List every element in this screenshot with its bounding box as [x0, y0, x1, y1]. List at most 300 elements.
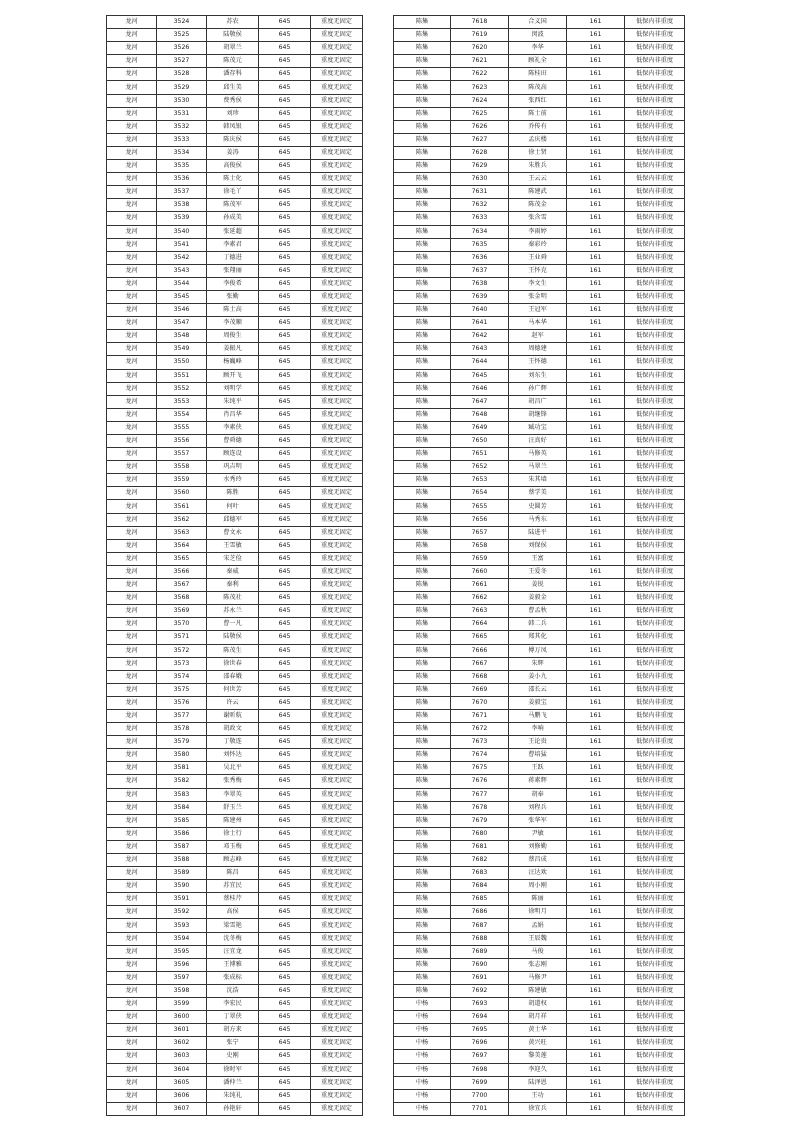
category-cell: 重度无固定 [311, 958, 363, 971]
id-cell: 3532 [157, 120, 207, 133]
table-row [107, 186, 363, 199]
count-cell: 161 [567, 696, 625, 709]
area-cell: 陈集 [394, 146, 451, 159]
area-cell: 陈集 [394, 867, 451, 880]
table-row [394, 958, 685, 971]
count-cell: 645 [259, 133, 311, 146]
id-cell: 3534 [157, 146, 207, 159]
count-cell: 161 [567, 448, 625, 461]
name-cell: 胡月祥 [509, 1011, 567, 1024]
category-cell: 低保内非重度 [625, 880, 685, 893]
area-cell: 陈集 [394, 696, 451, 709]
id-cell: 7638 [451, 277, 509, 290]
name-cell: 黎美莲 [509, 1050, 567, 1063]
id-cell: 7639 [451, 290, 509, 303]
table-row [107, 683, 363, 696]
name-cell: 陈茂元 [207, 55, 259, 68]
area-cell: 陈集 [394, 579, 451, 592]
table-row [107, 356, 363, 369]
category-cell: 低保内非重度 [625, 251, 685, 264]
area-cell: 龙河 [107, 238, 157, 251]
category-cell: 重度无固定 [311, 133, 363, 146]
table-row [394, 395, 685, 408]
id-cell: 3542 [157, 251, 207, 264]
name-cell: 苏宜民 [207, 880, 259, 893]
area-cell: 龙河 [107, 474, 157, 487]
category-cell: 重度无固定 [311, 971, 363, 984]
category-cell: 重度无固定 [311, 29, 363, 42]
table-row [107, 1011, 363, 1024]
count-cell: 645 [259, 670, 311, 683]
count-cell: 161 [567, 146, 625, 159]
count-cell: 645 [259, 513, 311, 526]
id-cell: 7698 [451, 1063, 509, 1076]
count-cell: 161 [567, 618, 625, 631]
area-cell: 陈集 [394, 107, 451, 120]
table-row [394, 592, 685, 605]
name-cell: 邱生美 [207, 81, 259, 94]
category-cell: 低保内非重度 [625, 81, 685, 94]
table-row [394, 749, 685, 762]
count-cell: 645 [259, 683, 311, 696]
count-cell: 645 [259, 840, 311, 853]
area-cell: 龙河 [107, 487, 157, 500]
category-cell: 重度无固定 [311, 867, 363, 880]
count-cell: 645 [259, 945, 311, 958]
area-cell: 陈集 [394, 382, 451, 395]
area-cell: 龙河 [107, 290, 157, 303]
id-cell: 3581 [157, 762, 207, 775]
area-cell: 龙河 [107, 854, 157, 867]
name-cell: 邵春娥 [207, 670, 259, 683]
area-cell: 陈集 [394, 264, 451, 277]
area-cell: 龙河 [107, 461, 157, 474]
category-cell: 重度无固定 [311, 146, 363, 159]
name-cell: 王冠军 [509, 304, 567, 317]
area-cell: 龙河 [107, 867, 157, 880]
category-cell: 低保内非重度 [625, 919, 685, 932]
category-cell: 低保内非重度 [625, 932, 685, 945]
area-cell: 陈集 [394, 723, 451, 736]
table-row [107, 749, 363, 762]
roster-table-left [106, 15, 363, 1116]
count-cell: 645 [259, 906, 311, 919]
id-cell: 7674 [451, 749, 509, 762]
table-row [107, 500, 363, 513]
category-cell: 低保内非重度 [625, 644, 685, 657]
category-cell: 重度无固定 [311, 945, 363, 958]
id-cell: 7678 [451, 801, 509, 814]
count-cell: 161 [567, 775, 625, 788]
name-cell: 徐世春 [207, 657, 259, 670]
area-cell: 陈集 [394, 435, 451, 448]
id-cell: 7641 [451, 317, 509, 330]
category-cell: 低保内非重度 [625, 1037, 685, 1050]
table-row [107, 618, 363, 631]
category-cell: 重度无固定 [311, 893, 363, 906]
name-cell: 尹敏 [509, 827, 567, 840]
id-cell: 3607 [157, 1102, 207, 1115]
id-cell: 3558 [157, 461, 207, 474]
category-cell: 低保内非重度 [625, 958, 685, 971]
area-cell: 龙河 [107, 264, 157, 277]
category-cell: 低保内非重度 [625, 631, 685, 644]
name-cell: 李俊希 [207, 277, 259, 290]
count-cell: 161 [567, 500, 625, 513]
table-row [394, 631, 685, 644]
name-cell: 王跃 [509, 762, 567, 775]
count-cell: 161 [567, 1037, 625, 1050]
name-cell: 张西红 [509, 94, 567, 107]
category-cell: 低保内非重度 [625, 893, 685, 906]
table-row [107, 382, 363, 395]
table-row [107, 330, 363, 343]
name-cell: 曹培猛 [509, 749, 567, 762]
name-cell: 王功 [509, 1089, 567, 1102]
name-cell: 王辰魏 [509, 932, 567, 945]
id-cell: 7686 [451, 906, 509, 919]
category-cell: 重度无固定 [311, 290, 363, 303]
table-row [394, 998, 685, 1011]
table-row [394, 461, 685, 474]
name-cell: 陈士高 [207, 304, 259, 317]
category-cell: 重度无固定 [311, 513, 363, 526]
area-cell: 龙河 [107, 709, 157, 722]
count-cell: 161 [567, 788, 625, 801]
area-cell: 龙河 [107, 644, 157, 657]
table-row [394, 1063, 685, 1076]
count-cell: 645 [259, 199, 311, 212]
count-cell: 645 [259, 657, 311, 670]
name-cell: 陈桂田 [509, 68, 567, 81]
id-cell: 3570 [157, 618, 207, 631]
category-cell: 重度无固定 [311, 1089, 363, 1102]
category-cell: 重度无固定 [311, 709, 363, 722]
id-cell: 3579 [157, 736, 207, 749]
table-row [394, 133, 685, 146]
category-cell: 重度无固定 [311, 801, 363, 814]
count-cell: 645 [259, 382, 311, 395]
name-cell: 张华军 [509, 814, 567, 827]
category-cell: 重度无固定 [311, 199, 363, 212]
id-cell: 3554 [157, 408, 207, 421]
count-cell: 645 [259, 173, 311, 186]
category-cell: 低保内非重度 [625, 290, 685, 303]
id-cell: 3568 [157, 592, 207, 605]
category-cell: 重度无固定 [311, 579, 363, 592]
category-cell: 低保内非重度 [625, 683, 685, 696]
count-cell: 161 [567, 723, 625, 736]
category-cell: 低保内非重度 [625, 906, 685, 919]
count-cell: 161 [567, 683, 625, 696]
id-cell: 7634 [451, 225, 509, 238]
id-cell: 7625 [451, 107, 509, 120]
category-cell: 重度无固定 [311, 762, 363, 775]
id-cell: 3531 [157, 107, 207, 120]
category-cell: 重度无固定 [311, 408, 363, 421]
category-cell: 低保内非重度 [625, 618, 685, 631]
category-cell: 重度无固定 [311, 277, 363, 290]
table-row [107, 120, 363, 133]
count-cell: 161 [567, 998, 625, 1011]
id-cell: 7635 [451, 238, 509, 251]
area-cell: 陈集 [394, 565, 451, 578]
area-cell: 龙河 [107, 421, 157, 434]
id-cell: 7679 [451, 814, 509, 827]
category-cell: 重度无固定 [311, 670, 363, 683]
area-cell: 龙河 [107, 448, 157, 461]
id-cell: 7628 [451, 146, 509, 159]
count-cell: 161 [567, 552, 625, 565]
category-cell: 低保内非重度 [625, 854, 685, 867]
category-cell: 重度无固定 [311, 68, 363, 81]
area-cell: 陈集 [394, 369, 451, 382]
table-row [394, 487, 685, 500]
area-cell: 龙河 [107, 814, 157, 827]
category-cell: 低保内非重度 [625, 592, 685, 605]
area-cell: 龙河 [107, 212, 157, 225]
name-cell: 朱纯平 [207, 395, 259, 408]
table-row [394, 1037, 685, 1050]
category-cell: 重度无固定 [311, 984, 363, 997]
count-cell: 645 [259, 107, 311, 120]
count-cell: 161 [567, 251, 625, 264]
category-cell: 重度无固定 [311, 343, 363, 356]
table-row [394, 277, 685, 290]
category-cell: 低保内非重度 [625, 539, 685, 552]
count-cell: 645 [259, 500, 311, 513]
count-cell: 161 [567, 605, 625, 618]
name-cell: 秦利 [207, 579, 259, 592]
id-cell: 3589 [157, 867, 207, 880]
count-cell: 161 [567, 801, 625, 814]
count-cell: 161 [567, 670, 625, 683]
count-cell: 645 [259, 932, 311, 945]
category-cell: 低保内非重度 [625, 827, 685, 840]
category-cell: 重度无固定 [311, 644, 363, 657]
category-cell: 重度无固定 [311, 120, 363, 133]
id-cell: 3590 [157, 880, 207, 893]
table-row [394, 513, 685, 526]
table-row [394, 945, 685, 958]
name-cell: 蔡桂芹 [207, 893, 259, 906]
id-cell: 3604 [157, 1063, 207, 1076]
table-row [107, 42, 363, 55]
count-cell: 161 [567, 1050, 625, 1063]
id-cell: 7653 [451, 474, 509, 487]
count-cell: 161 [567, 1011, 625, 1024]
table-row [394, 906, 685, 919]
name-cell: 杨巍峰 [207, 356, 259, 369]
category-cell: 低保内非重度 [625, 435, 685, 448]
category-cell: 低保内非重度 [625, 657, 685, 670]
id-cell: 3556 [157, 435, 207, 448]
count-cell: 645 [259, 55, 311, 68]
name-cell: 马俊 [509, 945, 567, 958]
id-cell: 3606 [157, 1089, 207, 1102]
category-cell: 低保内非重度 [625, 42, 685, 55]
count-cell: 645 [259, 709, 311, 722]
category-cell: 重度无固定 [311, 1063, 363, 1076]
area-cell: 龙河 [107, 160, 157, 173]
count-cell: 645 [259, 1011, 311, 1024]
table-row [107, 762, 363, 775]
category-cell: 重度无固定 [311, 854, 363, 867]
table-row [107, 448, 363, 461]
category-cell: 低保内非重度 [625, 1050, 685, 1063]
name-cell: 丁翠侠 [207, 1011, 259, 1024]
count-cell: 645 [259, 919, 311, 932]
area-cell: 中杨 [394, 1050, 451, 1063]
count-cell: 161 [567, 395, 625, 408]
area-cell: 陈集 [394, 814, 451, 827]
id-cell: 7696 [451, 1037, 509, 1050]
category-cell: 重度无固定 [311, 696, 363, 709]
area-cell: 龙河 [107, 539, 157, 552]
id-cell: 3595 [157, 945, 207, 958]
name-cell: 曹文永 [207, 526, 259, 539]
area-cell: 龙河 [107, 880, 157, 893]
id-cell: 3583 [157, 788, 207, 801]
name-cell: 蔡学美 [509, 487, 567, 500]
name-cell: 秦彩玲 [509, 238, 567, 251]
area-cell: 陈集 [394, 212, 451, 225]
id-cell: 7671 [451, 709, 509, 722]
count-cell: 161 [567, 749, 625, 762]
name-cell: 姜锐 [509, 579, 567, 592]
name-cell: 曹孟秋 [509, 605, 567, 618]
table-row [107, 958, 363, 971]
count-cell: 161 [567, 382, 625, 395]
table-row [107, 212, 363, 225]
name-cell: 徐明月 [509, 906, 567, 919]
id-cell: 3544 [157, 277, 207, 290]
count-cell: 161 [567, 526, 625, 539]
table-row [394, 251, 685, 264]
name-cell: 李翠英 [207, 788, 259, 801]
table-row [107, 264, 363, 277]
count-cell: 161 [567, 225, 625, 238]
name-cell: 陈昌 [207, 867, 259, 880]
table-row [107, 840, 363, 853]
name-cell: 陈士前 [509, 107, 567, 120]
count-cell: 645 [259, 880, 311, 893]
id-cell: 7660 [451, 565, 509, 578]
table-row [107, 644, 363, 657]
area-cell: 陈集 [394, 251, 451, 264]
id-cell: 7626 [451, 120, 509, 133]
roster-table-right-body [394, 16, 685, 1116]
name-cell: 王云云 [509, 173, 567, 186]
id-cell: 7645 [451, 369, 509, 382]
table-row [107, 107, 363, 120]
area-cell: 龙河 [107, 788, 157, 801]
area-cell: 陈集 [394, 552, 451, 565]
name-cell: 水秀玲 [207, 474, 259, 487]
id-cell: 3538 [157, 199, 207, 212]
area-cell: 陈集 [394, 526, 451, 539]
category-cell: 低保内非重度 [625, 670, 685, 683]
category-cell: 低保内非重度 [625, 971, 685, 984]
area-cell: 中杨 [394, 1076, 451, 1089]
name-cell: 赵军 [509, 330, 567, 343]
category-cell: 低保内非重度 [625, 749, 685, 762]
count-cell: 645 [259, 749, 311, 762]
table-row [107, 867, 363, 880]
count-cell: 645 [259, 238, 311, 251]
name-cell: 刘修勤 [509, 840, 567, 853]
count-cell: 645 [259, 723, 311, 736]
id-cell: 7623 [451, 81, 509, 94]
count-cell: 645 [259, 827, 311, 840]
id-cell: 7632 [451, 199, 509, 212]
area-cell: 龙河 [107, 16, 157, 29]
category-cell: 低保内非重度 [625, 1102, 685, 1115]
table-row [107, 1063, 363, 1076]
area-cell: 龙河 [107, 840, 157, 853]
id-cell: 7622 [451, 68, 509, 81]
area-cell: 龙河 [107, 343, 157, 356]
category-cell: 重度无固定 [311, 618, 363, 631]
count-cell: 645 [259, 277, 311, 290]
count-cell: 161 [567, 1089, 625, 1102]
category-cell: 重度无固定 [311, 487, 363, 500]
category-cell: 低保内非重度 [625, 513, 685, 526]
table-row [107, 631, 363, 644]
table-row [107, 29, 363, 42]
category-cell: 低保内非重度 [625, 1063, 685, 1076]
count-cell: 645 [259, 565, 311, 578]
count-cell: 645 [259, 696, 311, 709]
roster-table-right [393, 15, 685, 1116]
id-cell: 7685 [451, 893, 509, 906]
table-row [394, 1076, 685, 1089]
category-cell: 重度无固定 [311, 788, 363, 801]
name-cell: 李素君 [207, 238, 259, 251]
area-cell: 陈集 [394, 238, 451, 251]
table-row [107, 906, 363, 919]
id-cell: 7618 [451, 16, 509, 29]
area-cell: 陈集 [394, 120, 451, 133]
table-row [107, 81, 363, 94]
name-cell: 陈建州 [207, 814, 259, 827]
id-cell: 3546 [157, 304, 207, 317]
table-row [107, 788, 363, 801]
category-cell: 低保内非重度 [625, 984, 685, 997]
count-cell: 161 [567, 945, 625, 958]
category-cell: 低保内非重度 [625, 277, 685, 290]
count-cell: 161 [567, 94, 625, 107]
id-cell: 3600 [157, 1011, 207, 1024]
category-cell: 重度无固定 [311, 382, 363, 395]
table-row [394, 709, 685, 722]
category-cell: 低保内非重度 [625, 120, 685, 133]
name-cell: 张翔丽 [207, 264, 259, 277]
table-row [107, 251, 363, 264]
category-cell: 重度无固定 [311, 42, 363, 55]
category-cell: 重度无固定 [311, 605, 363, 618]
category-cell: 重度无固定 [311, 657, 363, 670]
table-row [107, 880, 363, 893]
table-row [107, 736, 363, 749]
id-cell: 7619 [451, 29, 509, 42]
name-cell: 胡继锋 [509, 408, 567, 421]
count-cell: 161 [567, 277, 625, 290]
area-cell: 龙河 [107, 513, 157, 526]
category-cell: 低保内非重度 [625, 408, 685, 421]
id-cell: 7692 [451, 984, 509, 997]
id-cell: 7652 [451, 461, 509, 474]
